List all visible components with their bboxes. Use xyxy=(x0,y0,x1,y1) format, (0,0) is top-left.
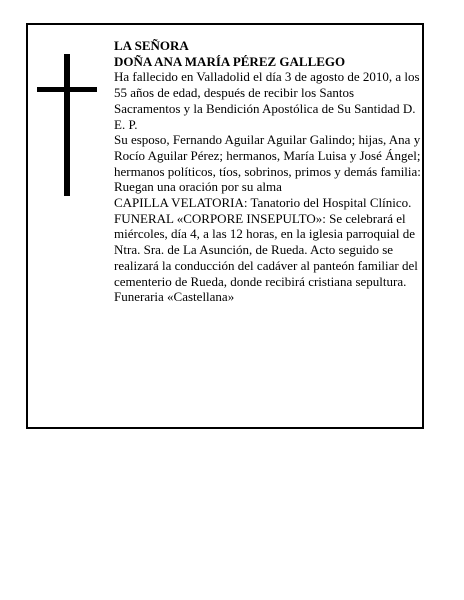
death-statement: Ha fallecido en Valladolid el día 3 de agosto de 2010, a los 55 años de edad, después de recibir los Santos Sacramentos y la Bendición Apostólica de Su Santidad D. E. P. xyxy=(114,69,420,132)
notice-body xyxy=(114,38,422,305)
chapel-info: CAPILLA VELATORIA: Tanatorio del Hospital Clínico. xyxy=(114,195,412,211)
cross-vertical-bar xyxy=(64,54,70,196)
cross-horizontal-bar xyxy=(37,87,97,92)
funeral-home: Funeraria «Castellana» xyxy=(114,289,235,305)
funeral-info: FUNERAL «CORPORE INSEPULTO»: Se celebrará el miércoles, día 4, a las 12 horas, en la iglesia parroquial de Ntra. Sra. de La Asunción, de Rueda. Acto seguido se realizará la conducción del cadáver al panteón familiar del cementerio de Rueda, donde recibirá cristiana sepultura. xyxy=(114,210,418,289)
cross-icon xyxy=(37,54,97,196)
family-list: Su esposo, Fernando Aguilar Aguilar Galindo; hijas, Ana y Rocío Aguilar Pérez; hermanos, María Luisa y José Ángel; hermanos políticos, tíos, sobrinos, primos y demás familia: xyxy=(114,132,421,179)
notice-title: LA SEÑORA xyxy=(114,38,189,53)
deceased-name: DOÑA ANA MARÍA PÉREZ GALLEGO xyxy=(114,53,346,69)
prayer-request: Ruegan una oración por su alma xyxy=(114,179,282,195)
